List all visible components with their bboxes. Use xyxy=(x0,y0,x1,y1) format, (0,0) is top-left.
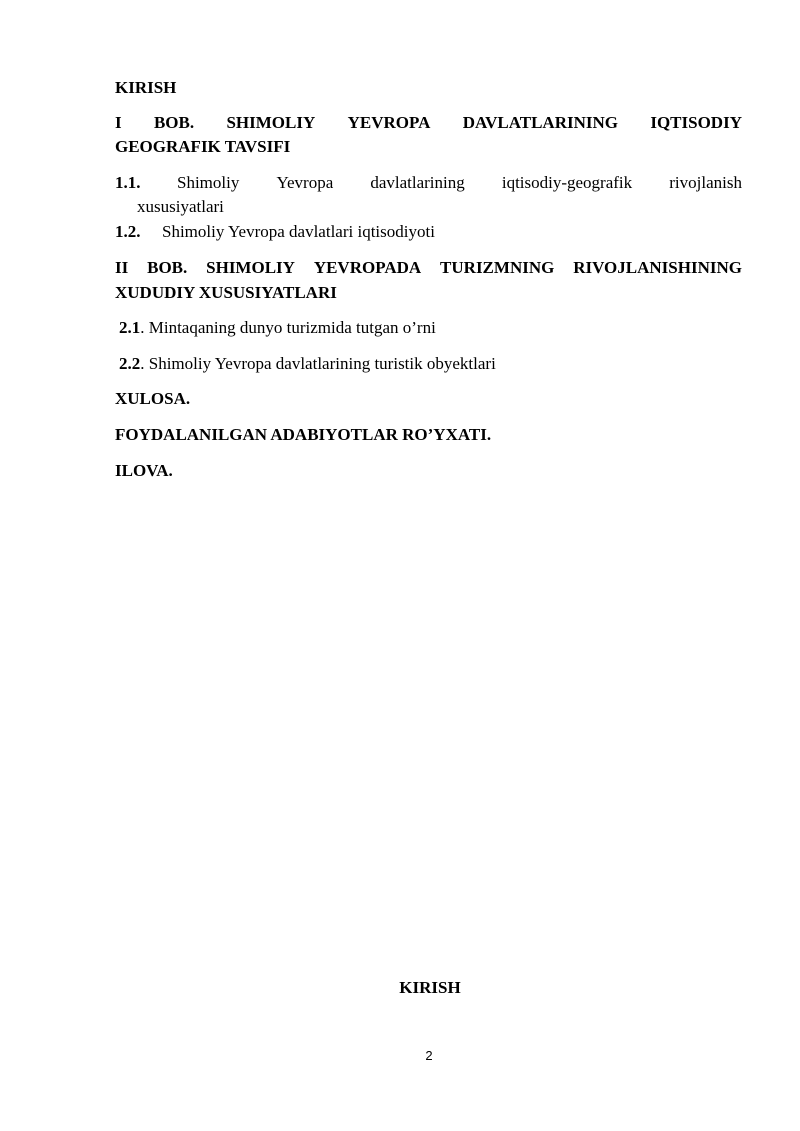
toc-section1-1-word: iqtisodiy-geografik xyxy=(501,173,633,192)
toc-chapter2-word: TURIZMNING xyxy=(440,258,555,277)
toc-chapter1-word: I xyxy=(115,113,122,132)
toc-chapter1-word: BOB. xyxy=(153,113,195,132)
toc-chapter1-word: IQTISODIY xyxy=(650,113,742,132)
toc-chapter2-word: II xyxy=(115,258,129,277)
toc-section2-2-title: . Shimoliy Yevropa davlatlarining turistik obyektlari xyxy=(140,354,496,373)
toc-chapter2-line2: XUDUDIY XUSUSIYATLARI xyxy=(115,283,337,302)
toc-chapter2-word: RIVOJLANISHINING xyxy=(573,258,742,277)
toc-section1-1-line1 xyxy=(115,171,742,195)
toc-appendix: ILOVA. xyxy=(115,461,173,480)
toc-section1-2 xyxy=(115,220,742,244)
toc-section2-2-number: 2.2 xyxy=(119,354,141,373)
toc-section1-1-word: Shimoliy xyxy=(177,173,240,192)
toc-section1-2-title: Shimoliy Yevropa davlatlari iqtisodiyoti xyxy=(162,222,435,241)
toc-section1-1-word: Yevropa xyxy=(276,173,334,192)
toc-section1-1-lead xyxy=(115,171,239,195)
toc-intro: KIRISH xyxy=(115,78,177,97)
toc-chapter1-word: YEVROPA xyxy=(347,113,431,132)
toc-section2-2 xyxy=(119,352,746,376)
toc-chapter2-word: YEVROPADA xyxy=(313,258,422,277)
toc-section2-1-title: . Mintaqaning dunyo turizmida tutgan o’rni xyxy=(140,318,436,337)
toc-section1-2-number: 1.2. xyxy=(115,222,141,241)
toc-references: FOYDALANILGAN ADABIYOTLAR RO’YXATI. xyxy=(115,425,492,444)
toc-conclusion: XULOSA. xyxy=(115,389,191,408)
section-heading-intro: KIRISH xyxy=(399,978,461,997)
toc-chapter1-line2: GEOGRAFIK TAVSIFI xyxy=(115,137,291,156)
toc-section1-1-word: davlatlarining xyxy=(370,173,465,192)
toc-chapter2-line1 xyxy=(115,256,742,280)
toc-chapter2-word: SHIMOLIY xyxy=(206,258,295,277)
toc-section1-1-number: 1.1. xyxy=(115,173,141,192)
toc-chapter1-word: SHIMOLIY xyxy=(226,113,316,132)
toc-chapter1-word: DAVLATLARINING xyxy=(462,113,618,132)
toc-section1-1-word: rivojlanish xyxy=(669,173,742,192)
toc-chapter1-line1 xyxy=(115,111,742,135)
toc-chapter2-word: BOB. xyxy=(147,258,188,277)
toc-section1-1-line2: xususiyatlari xyxy=(137,197,224,216)
toc-section2-1 xyxy=(119,316,746,340)
page-number: 2 xyxy=(425,1048,433,1063)
toc-section2-1-number: 2.1 xyxy=(119,318,141,337)
